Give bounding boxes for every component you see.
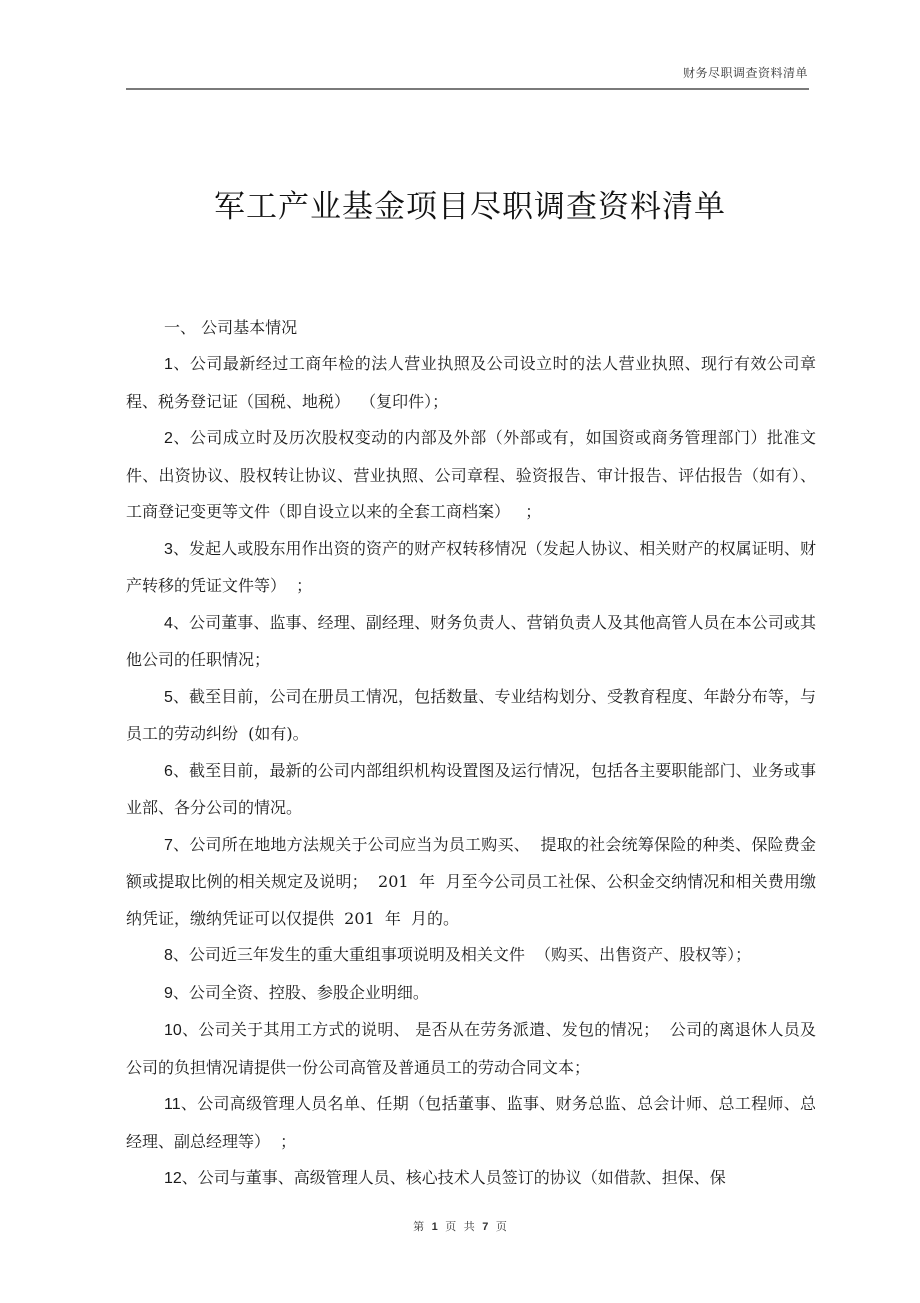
list-item-2 <box>126 420 816 531</box>
item-number: 8 <box>164 947 173 964</box>
list-item-3 <box>126 531 816 605</box>
list-item-9 <box>126 975 816 1013</box>
item-text: 、公司最新经过工商年检的法人营业执照及公司设立时的法人营业执照、现行有效公司章程、税务登记证（国税、地税） （复印件）； <box>126 354 816 411</box>
item-text: 、发起人或股东用作出资的资产的财产权转移情况（发起人协议、相关财产的权属证明、财产转移的凭证文件等） ； <box>126 538 816 595</box>
list-item-1 <box>126 346 816 420</box>
item-text: 、公司董事、监事、经理、副经理、财务负责人、营销负责人及其他高管人员在本公司或其他公司的任职情况； <box>126 612 816 669</box>
list-item-6 <box>126 753 816 827</box>
footer-middle: 页 共 <box>445 1220 475 1233</box>
item-number: 5 <box>164 688 173 706</box>
item-number: 6 <box>164 762 173 780</box>
total-pages-number: 7 <box>482 1221 489 1233</box>
footer-suffix: 页 <box>495 1220 507 1233</box>
item-text: 、公司关于其用工方式的说明、 是否从在劳务派遣、发包的情况； 公司的离退休人员及公司的负担情况请提供一份公司高管及普通员工的劳动合同文本； <box>126 1020 816 1077</box>
page-footer <box>0 1218 920 1234</box>
list-item-10 <box>126 1012 816 1086</box>
item-text: 、公司高级管理人员名单、任期（包括董事、监事、财务总监、总会计师、总工程师、总经理、副总经理等） ； <box>126 1094 816 1151</box>
item-number: 9 <box>164 984 173 1002</box>
list-item-5 <box>126 679 816 753</box>
item-text: 、截至目前，最新的公司内部组织机构设置图及运行情况，包括各主要职能部门、业务或事业部、各分公司的情况。 <box>126 760 816 817</box>
item-text: 、截至目前，公司在册员工情况，包括数量、专业结构划分、受教育程度、年龄分布等，与员工的劳动纠纷 (如有)。 <box>126 686 816 743</box>
item-number: 2 <box>164 430 173 447</box>
list-item-7 <box>126 827 816 938</box>
item-text: 、公司与董事、高级管理人员、核心技术人员签订的协议（如借款、担保、保 <box>181 1168 726 1187</box>
current-page-number: 1 <box>431 1221 438 1233</box>
header-divider <box>126 88 809 90</box>
document-title: 军工产业基金项目尽职调查资料清单 <box>214 188 726 225</box>
item-text: 、公司近三年发生的重大重组事项说明及相关文件 （购买、出售资产、股权等）； <box>172 945 752 964</box>
item-text: 、公司所在地地方法规关于公司应当为员工购买、 提取的社会统筹保险的种类、保险费金额或提取比例的相关规定及说明； 201 年 月至今公司员工社保、公积金交纳情况和相关费用缴纳凭证，缴纳凭证可以仅提供 201 年 月的。 <box>126 834 816 928</box>
footer-prefix: 第 <box>413 1220 425 1233</box>
item-number: 7 <box>164 836 173 854</box>
section-heading: 一、 公司基本情况 <box>164 318 298 337</box>
item-number: 11 <box>164 1096 181 1113</box>
item-number: 12 <box>164 1170 182 1187</box>
item-number: 4 <box>164 614 173 632</box>
list-item-4 <box>126 605 816 679</box>
item-number: 3 <box>164 540 173 558</box>
running-header: 财务尽职调查资料清单 <box>682 66 808 80</box>
list-item-11 <box>126 1086 816 1160</box>
item-text: 、公司全资、控股、参股企业明细。 <box>172 982 429 1002</box>
list-item-12 <box>126 1160 816 1198</box>
list-item-8 <box>126 937 816 975</box>
document-body <box>126 314 816 1198</box>
item-number: 1 <box>164 356 173 373</box>
item-number: 10 <box>164 1022 182 1039</box>
item-text: 、公司成立时及历次股权变动的内部及外部（外部或有，如国资或商务管理部门）批准文件、出资协议、股权转让协议、营业执照、公司章程、验资报告、审计报告、评估报告（如有）、工商登记变更等文件（即自设立以来的全套工商档案） ； <box>126 428 816 521</box>
